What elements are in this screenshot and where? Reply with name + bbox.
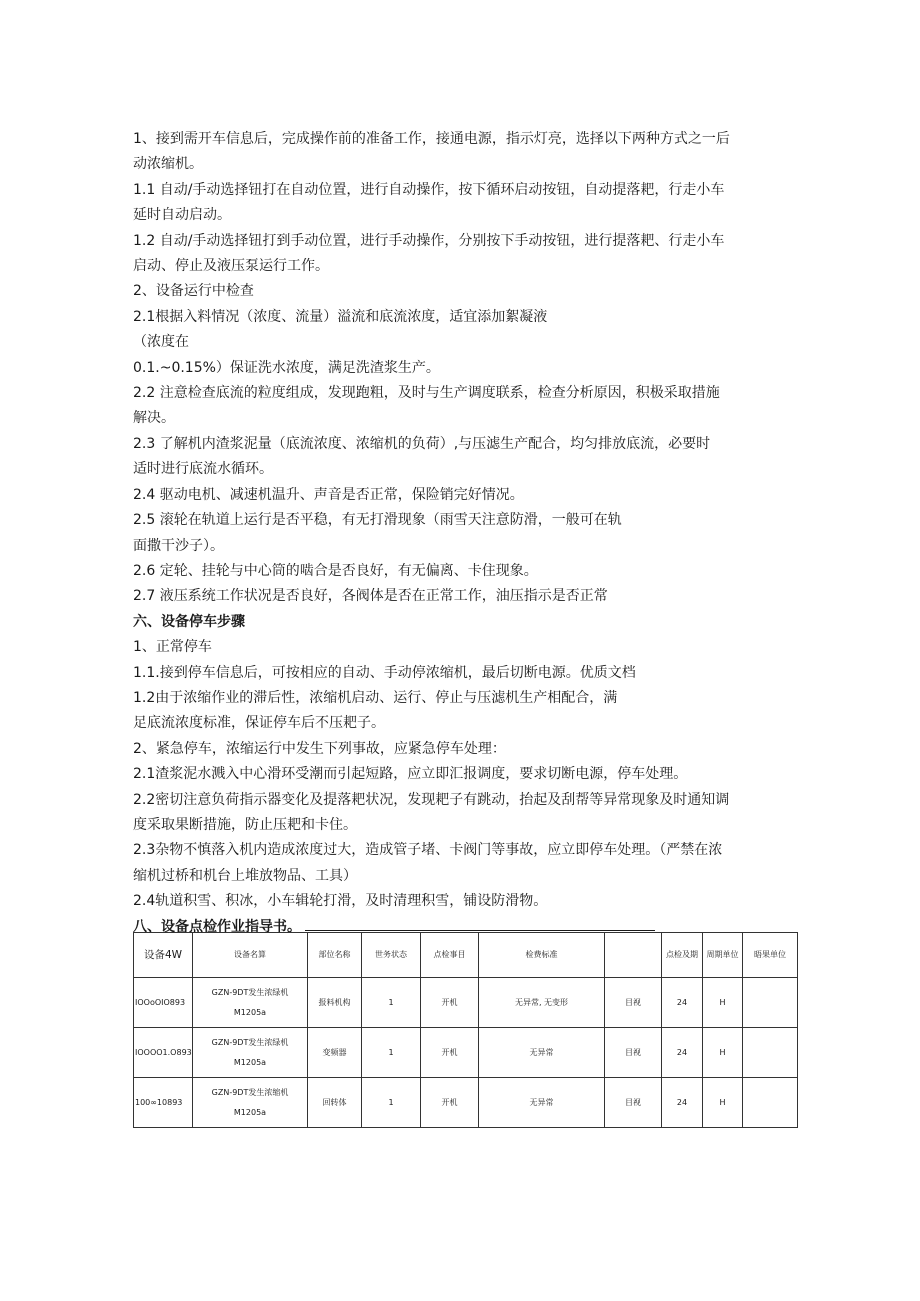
- status-cell: 1: [362, 978, 421, 1028]
- part-name-cell: 回转体: [308, 1078, 362, 1128]
- paragraph-line: 0.1.~0.15%）保证洗水浓度，满足洗渣浆生产。: [133, 359, 440, 376]
- table-header-cell: 检费标准: [479, 933, 605, 978]
- table-header-cell: 点检及期: [662, 933, 703, 978]
- equipment-name-line: GZN-9DT发生浓绿机: [211, 1037, 289, 1047]
- paragraph-line: 2.3 了解机内渣浆泥量（底流浓度、浓缩机的负荷）,与压滤生产配合，均匀排放底流，必要时: [133, 435, 711, 452]
- inspection-standard-cell: 无异常: [479, 1028, 605, 1078]
- period-cell: 24: [662, 1028, 703, 1078]
- equipment-name-line: GZN-9DT发生浓绿机: [211, 987, 289, 997]
- period-cell: 24: [662, 1078, 703, 1128]
- table-header-cell: 周期单位: [703, 933, 743, 978]
- paragraph-line: 2.6 定轮、挂轮与中心筒的啮合是否良好，有无偏离、卡住现象。: [133, 562, 538, 579]
- paragraph-line: 2、紧急停车，浓缩运行中发生下列事故，应紧急停车处理：: [133, 740, 506, 757]
- equipment-name-cell: [193, 1078, 308, 1128]
- inspection-item-cell: 开机: [421, 1078, 479, 1128]
- inspection-guide-heading: 八、设备点检作业指导书。: [133, 915, 813, 940]
- equipment-name-cell: [193, 1028, 308, 1078]
- paragraph-line: 2.4轨道积雪、积冰，小车辑轮打滑，及时清理积雪，铺设防滑物。: [133, 893, 548, 910]
- period-unit-cell: H: [703, 1078, 743, 1128]
- heading-underline: [305, 916, 655, 931]
- table-header-cell: 晤果单位: [743, 933, 798, 978]
- paragraph-line: 2.7 液压系统工作状况是否良好，各阀体是否在正常工作，油压指示是否正常: [133, 588, 608, 605]
- inspection-method-cell: 目视: [605, 1028, 662, 1078]
- inspection-item-cell: 开机: [421, 1028, 479, 1078]
- paragraph-line: 2.3杂物不慎落入机内造成浓度过大，造成管子堵、卡阀门等事故，应立即停车处理。（严禁在浓: [133, 842, 723, 859]
- table-header-row: [134, 933, 798, 978]
- table-header-cell: 点检事目: [421, 933, 479, 978]
- paragraph-line: 足底流浓度标准，保证停车后不压耙子。: [133, 715, 385, 732]
- equipment-model-line: M1205a: [233, 1007, 267, 1017]
- paragraph-line: （浓度在: [133, 334, 189, 351]
- inspection-method-cell: 目视: [605, 1078, 662, 1128]
- table-header-cell: 设备名算: [193, 933, 308, 978]
- paragraph-line: 2.2密切注意负荷指示器变化及提落耙状况，发现耙子有跳动，抬起及刮帮等异常现象及时通知调: [133, 791, 730, 808]
- table-row: [134, 978, 798, 1028]
- paragraph-line: 2.2 注意检查底流的粒度组成，发现跑粗，及时与生产调度联系，检查分析原因，积极采取措施: [133, 385, 720, 402]
- table-header-cell: 世务状态: [362, 933, 421, 978]
- equipment-id-cell: IOOOO1.O893: [134, 1028, 193, 1078]
- period-cell: 24: [662, 978, 703, 1028]
- equipment-id-cell: IOOoOIO893: [134, 978, 193, 1028]
- paragraph-line: 解决。: [133, 410, 175, 427]
- equipment-id-cell: 100∞10893: [134, 1078, 193, 1128]
- inspection-standard-cell: 无异常, 无变形: [479, 978, 605, 1028]
- inspection-table: [133, 932, 798, 1128]
- paragraph-line: 1.1 自动/手动选择钮打在自动位置，进行自动操作，按下循环启动按钮，自动提落耙，行走小车: [133, 181, 725, 198]
- status-cell: 1: [362, 1028, 421, 1078]
- paragraph-line: 延时自动启动。: [133, 207, 231, 224]
- equipment-name-line: GZN-9DT发生浓缩机: [211, 1087, 289, 1097]
- inspection-item-cell: 开机: [421, 978, 479, 1028]
- paragraph-line: 2、设备运行中检查: [133, 283, 254, 300]
- paragraph-line: 度采取果断措施，防止压耙和卡住。: [133, 816, 357, 833]
- paragraph-line: 2.1根据入料情况（浓度、流量）溢流和底流浓度，适宜添加絮凝液: [133, 308, 548, 325]
- table-header-cell: 部位名称: [308, 933, 362, 978]
- table-header-cell: [605, 933, 662, 978]
- period-unit-cell: H: [703, 978, 743, 1028]
- paragraph-line: 1.1.接到停车信息后，可按相应的自动、手动停浓缩机，最后切断电源。优质文档: [133, 664, 636, 681]
- paragraph-line: 缩机过桥和机台上堆放物品、工具）: [133, 867, 357, 884]
- paragraph-line: 1.2由于浓缩作业的滞后性，浓缩机启动、运行、停止与压滤机生产相配合，满: [133, 689, 618, 706]
- document-body: [133, 127, 813, 940]
- paragraph-line: 1、接到需开车信息后，完成操作前的准备工作，接通电源，指示灯亮，选择以下两种方式之一后: [133, 131, 730, 147]
- result-cell: [743, 1078, 798, 1128]
- table-row: [134, 1028, 798, 1078]
- part-name-cell: 变频器: [308, 1028, 362, 1078]
- paragraph-line: 2.4 驱动电机、减速机温升、声音是否正常，保险销完好情况。: [133, 486, 524, 503]
- equipment-model-line: M1205a: [233, 1107, 267, 1117]
- paragraph-line: 2.5 滚轮在轨道上运行是否平稳，有无打滑现象（雨雪天注意防滑，一般可在轨: [133, 512, 622, 529]
- paragraph-line: 1.2 自动/手动选择钮打到手动位置，进行手动操作，分别按下手动按钮，进行提落耙、行走小车: [133, 232, 725, 249]
- period-unit-cell: H: [703, 1028, 743, 1078]
- table-header-cell: 设备4W: [134, 933, 193, 978]
- inspection-method-cell: 目视: [605, 978, 662, 1028]
- section-heading: 六、设备停车步骤: [133, 613, 245, 630]
- status-cell: 1: [362, 1078, 421, 1128]
- table-row: [134, 1078, 798, 1128]
- inspection-standard-cell: 无异常: [479, 1078, 605, 1128]
- equipment-name-cell: [193, 978, 308, 1028]
- paragraph-line: 启动、停止及液压泵运行工作。: [133, 258, 329, 275]
- part-name-cell: 报料机构: [308, 978, 362, 1028]
- paragraph-line: 动浓缩机。: [133, 156, 203, 173]
- paragraph-line: 2.1渣浆泥水溅入中心滑环受潮而引起短路，应立即汇报调度，要求切断电源，停车处理。: [133, 766, 688, 783]
- paragraph-line: 适时进行底流水循环。: [133, 461, 273, 478]
- paragraph-line: 1、正常停车: [133, 639, 212, 656]
- equipment-model-line: M1205a: [233, 1057, 267, 1067]
- paragraph-line: 面撒干沙子）。: [133, 537, 224, 554]
- result-cell: [743, 1028, 798, 1078]
- result-cell: [743, 978, 798, 1028]
